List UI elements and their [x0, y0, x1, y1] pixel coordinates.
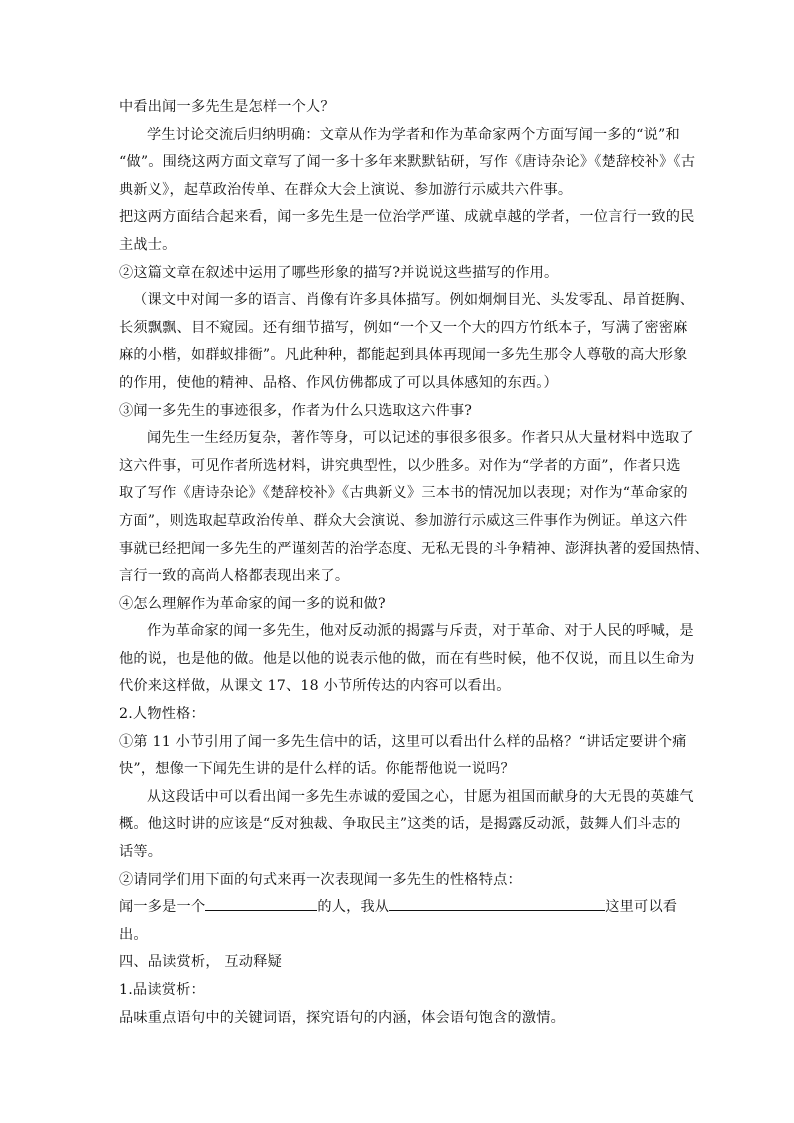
paragraph-line: 他的说，也是他的做。他是以他的说表示他的做，而在有些时候，他不仅说，而且以生命为 — [119, 650, 695, 667]
paragraph-line: “做”。围绕这两方面文章写了闻一多十多年来默默钻研，写作《唐诗杂论》《楚辞校补》《古 — [119, 154, 696, 171]
blank-line[interactable] — [205, 896, 317, 911]
paragraph-line: 品味重点语句中的关键词语，探究语句的内涵，体会语句饱含的激情。 — [119, 1009, 566, 1026]
paragraph-line: 学生讨论交流后归纳明确：文章从作为学者和作为革命家两个方面写闻一多的“说”和 — [147, 126, 680, 143]
question-2: ②这篇文章在叙述中运用了哪些形象的描写?并说说这些描写的作用。 — [119, 264, 559, 281]
paragraph-line: 长须飘飘、目不窥园。还有细节描写，例如“一个又一个大的四方竹纸本子，写满了密密麻 — [119, 319, 688, 336]
paragraph-line: 话等。 — [119, 844, 163, 861]
paragraph-line: 言行一致的高尚人格都表现出来了。 — [119, 568, 350, 585]
fill-text-1: 闻一多是一个 — [119, 899, 206, 916]
question-1: ①第 11 小节引用了闻一多先生信中的话，这里可以看出什么样的品格？“讲话定要讲个痛 — [119, 733, 687, 750]
question-2b: ②请同学们用下面的句式来再一次表现闻一多先生的性格特点： — [119, 871, 522, 888]
fill-text-3: 这里可以看 — [605, 899, 678, 916]
question-4: ④怎么理解作为革命家的闻一多的说和做? — [119, 595, 386, 612]
paragraph-line: 把这两方面结合起来看，闻一多先生是一位治学严谨、成就卓越的学者，一位言行一致的民 — [119, 209, 695, 226]
paragraph-line: 麻的小楷，如群蚁排衙”。凡此种种，都能起到具体再现闻一多先生那令人尊敬的高大形象 — [119, 347, 688, 364]
paragraph-line: 这六件事，可见作者所选材料，讲究典型性，以少胜多。对作为“学者的方面”，作者只选 — [119, 457, 681, 474]
paragraph-line: （课文中对闻一多的语言、肖像有许多具体描写。例如炯炯目光、头发零乱、昂首挺胸、 — [133, 292, 695, 309]
paragraph-line: 取了写作《唐诗杂论》《楚辞校补》《古典新义》三本书的情况加以表现；对作为“革命家的 — [119, 485, 688, 502]
paragraph-line: 出。 — [119, 926, 148, 943]
paragraph-line: 的作用，使他的精神、品格、作风仿佛都成了可以具体感知的东西。） — [119, 374, 558, 391]
section-heading: 2.人物性格： — [119, 706, 205, 723]
paragraph-line: 概。他这时讲的应该是“反对独裁、争取民主”这类的话，是揭露反动派，鼓舞人们斗志的 — [119, 816, 681, 833]
text-line: 中看出闻一多先生是怎样一个人？ — [119, 99, 335, 115]
paragraph-line: 事就已经把闻一多先生的严谨刻苦的治学态度、无私无畏的斗争精神、澎湃执著的爱国热情、 — [119, 540, 709, 557]
fill-in-sentence — [119, 894, 679, 922]
paragraph-line: 闻先生一生经历复杂，著作等身，可以记述的事很多很多。作者只从大量材料中选取了 — [147, 430, 694, 447]
question-3: ③闻一多先生的事迹很多，作者为什么只选取这六件事? — [119, 402, 473, 419]
blank-line[interactable] — [389, 896, 605, 911]
paragraph-line: 代价来这样做，从课文 17、18 小节所传达的内容可以看出。 — [119, 678, 511, 695]
paragraph-line: 典新义》，起草政治传单、在群众大会上演说、参加游行示威共六件事。 — [119, 181, 573, 198]
paragraph-line: 从这段话中可以看出闻一多先生赤诚的爱国之心，甘愿为祖国而献身的大无畏的英雄气 — [147, 788, 694, 805]
paragraph-line: 主战士。 — [119, 236, 177, 253]
document-body — [119, 94, 709, 1032]
fill-text-2: 的人，我从 — [317, 899, 390, 916]
section-heading: 1.品读赏析： — [119, 982, 205, 998]
section-heading: 四、品读赏析， 互动释疑 — [119, 954, 282, 971]
paragraph-line: 方面”，则选取起草政治传单、群众大会演说、参加游行示威这三件事作为例证。单这六件 — [119, 512, 688, 529]
paragraph-line: 快”，想像一下闻先生讲的是什么样的话。你能帮他说一说吗？ — [119, 761, 515, 778]
paragraph-line: 作为革命家的闻一多先生，他对反动派的揭露与斥责，对于革命、对于人民的呼喊，是 — [147, 623, 694, 640]
